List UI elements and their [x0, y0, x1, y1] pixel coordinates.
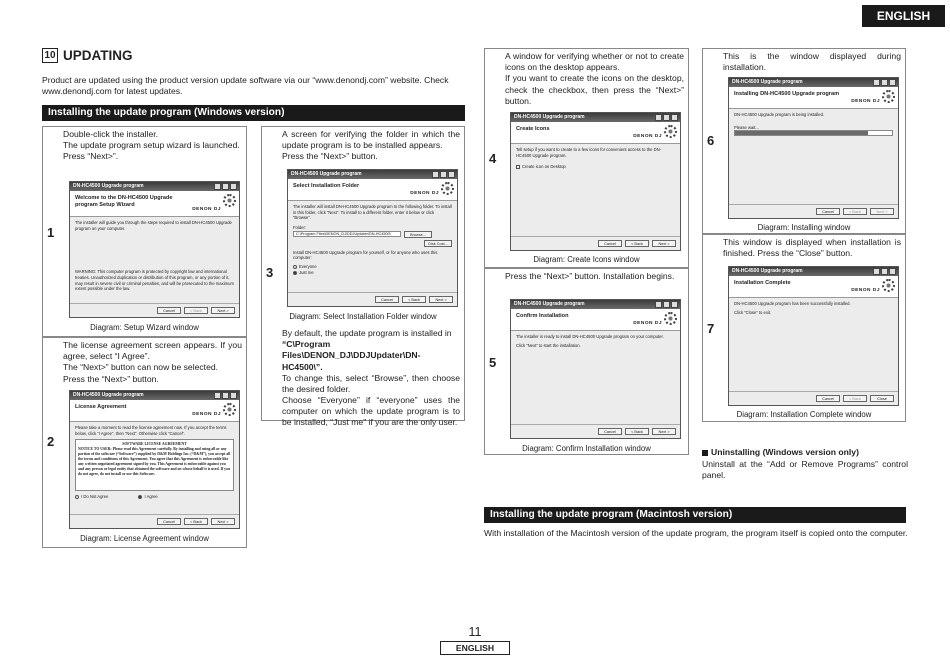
window-heading: Installation Complete — [734, 280, 791, 286]
close-icon[interactable] — [230, 392, 237, 399]
denon-dj-logo: DENON DJ — [192, 206, 221, 212]
windows-heading: Installing the update program (Windows version) — [42, 105, 465, 121]
confirm-installation-window — [510, 299, 681, 439]
wait-text: Please wait... — [734, 124, 759, 130]
install-progress-bar — [734, 130, 893, 136]
denon-dj-logo: DENON DJ — [633, 133, 662, 139]
next-button[interactable]: Next > — [652, 240, 676, 247]
back-button[interactable]: < Back — [625, 428, 649, 435]
minimize-icon[interactable] — [214, 183, 221, 190]
window-titlebar: DN-HC4500 Upgrade program — [729, 78, 898, 87]
window-titlebar: DN-HC4500 Upgrade program — [288, 170, 457, 179]
mac-text: With installation of the Macintosh version of the update program, the program itself is copied onto the computer. — [484, 528, 908, 538]
next-button[interactable]: Next > — [211, 307, 235, 314]
window-body-text: The installer will install DN-HC4500 Upgrade program to the following folder. To install in this folder, click “Next”. To install to a different folder, enter it below or click “Browse”. — [293, 204, 452, 221]
square-bullet-icon — [702, 450, 708, 456]
step-line: Press the “Next>” button. — [63, 373, 159, 384]
step-number: 7 — [707, 321, 715, 336]
section-title — [42, 47, 133, 65]
window-titlebar: DN-HC4500 Upgrade program — [70, 182, 239, 191]
step-number: 4 — [489, 151, 497, 166]
close-icon[interactable] — [671, 301, 678, 308]
minimize-icon[interactable] — [655, 114, 662, 121]
step-line: A window for verifying whether or not to create icons on the desktop appears. — [505, 51, 684, 73]
step-2 — [42, 337, 247, 548]
page-number: 11 — [468, 625, 482, 639]
mac-heading: Installing the update program (Macintosh version) — [484, 507, 906, 523]
step-number: 3 — [266, 265, 274, 280]
radio-icon — [293, 265, 297, 269]
note-line: To change this, select “Browse”, then choose the desired folder. — [282, 372, 460, 394]
step-line: A screen for verifying the folder in which the update program is to be installed appears. — [282, 129, 460, 151]
window-heading: Installing DN-HC4500 Upgrade program — [734, 91, 840, 97]
window-body-text: DN-HC4500 Upgrade program has been successfully installed. — [734, 301, 851, 306]
license-text: NOTICE TO USER: Please read this Agreement carefully. By installing and using all or any portion of the software (“Software”) supplied by D&M Holdings Inc. (“D&M”), you accept all the terms and conditions of this Agreement. You agree that this Agreement is enforceable like any written negotiated agreement signed by you. This Agreement is enforceable against you and any person or legal entity that obtained the software and on whose behalf it is used. If you do not agree, do not install or use this Software. — [78, 447, 231, 476]
diagram-caption: Diagram: Installation Complete window — [736, 410, 872, 419]
window-titlebar: DN-HC4500 Upgrade program — [511, 113, 680, 122]
step-line: This window is displayed when installation is finished. Press the “Close” button. — [723, 237, 901, 259]
cancel-button[interactable]: Cancel — [375, 296, 399, 303]
close-icon[interactable] — [448, 171, 455, 178]
close-icon[interactable] — [230, 183, 237, 190]
window-body-text-2: Click “Close” to exit. — [734, 309, 772, 315]
create-icons-window — [510, 112, 681, 251]
close-icon[interactable] — [889, 268, 896, 275]
license-title: SOFTWARE LICENSE AGREEMENT — [122, 442, 187, 447]
uninstall-heading: Uninstalling (Windows version only) — [702, 447, 859, 458]
license-agreement-window — [69, 390, 240, 529]
step-text — [505, 271, 684, 282]
gear-icon — [441, 182, 454, 195]
maximize-icon[interactable] — [663, 301, 670, 308]
step-number: 2 — [47, 434, 55, 449]
step-text — [723, 237, 901, 259]
select-folder-window — [287, 169, 458, 307]
denon-dj-logo: DENON DJ — [192, 411, 221, 417]
step-7 — [702, 234, 906, 422]
gear-icon — [223, 403, 236, 416]
close-icon[interactable] — [889, 79, 896, 86]
window-heading: Create Icons — [516, 126, 550, 132]
radio-icon — [75, 495, 79, 499]
step-text — [63, 129, 242, 163]
gear-icon — [664, 312, 677, 325]
just-me-radio[interactable]: Just me — [293, 270, 452, 276]
folder-label: Folder: — [293, 225, 307, 231]
denon-dj-logo: DENON DJ — [851, 287, 880, 293]
note-line: Choose “Everyone” if “everyone” uses the computer on which the update program is to be installed, “Just me” if you are the only user. — [282, 395, 460, 428]
window-titlebar: DN-HC4500 Upgrade program — [70, 391, 239, 400]
step-1 — [42, 126, 247, 337]
step-4 — [484, 48, 689, 268]
step-line: If you want to create the icons on the desktop, check the checkbox, then press the “Next>” button. — [505, 73, 684, 106]
install-for-text: Install DN-HC4500 Upgrade program for yourself, or for anyone who uses this computer: — [293, 249, 438, 261]
diagram-caption: Diagram: Installing window — [757, 223, 851, 232]
minimize-icon[interactable] — [655, 301, 662, 308]
everyone-radio[interactable]: Everyone — [293, 264, 452, 270]
window-body-text: DN-HC4500 Upgrade program is being installed. — [734, 112, 825, 117]
footer-language: ENGLISH — [440, 641, 510, 655]
step-line: Press the “Next>” button. Installation begins. — [505, 271, 675, 281]
back-button[interactable]: < Back — [625, 240, 649, 247]
radio-icon — [138, 495, 142, 499]
intro-text: Product are updated using the product version update software via our “www.denondj.com” website. Check www.denondj.com for latest updates. — [42, 75, 449, 97]
denon-dj-logo: DENON DJ — [633, 320, 662, 326]
gear-icon — [223, 194, 236, 207]
step-line: This is the window displayed during installation. — [723, 51, 901, 73]
step-notes — [282, 328, 460, 429]
next-button[interactable]: Next > — [870, 208, 894, 215]
step-text — [282, 129, 460, 163]
installing-window — [728, 77, 899, 219]
diagram-caption: Diagram: Setup Wizard window — [90, 323, 199, 332]
window-body-text: Please take a moment to read the license agreement now. If you accept the terms below, click “I Agree”, then “Next”. Otherwise click “Cancel”. — [75, 425, 227, 436]
maximize-icon[interactable] — [663, 114, 670, 121]
back-button[interactable]: < Back — [402, 296, 426, 303]
window-titlebar: DN-HC4500 Upgrade program — [511, 300, 680, 309]
minimize-icon[interactable] — [432, 171, 439, 178]
language-tab: ENGLISH — [862, 5, 945, 27]
back-button[interactable]: < Back — [184, 518, 208, 525]
uninstall-text: Uninstall at the “Add or Remove Programs” control panel. — [702, 459, 908, 481]
window-body-text: Tell setup if you want to create to a few icons for convenient access to the DN-HC4500 Upgrade program. — [516, 147, 662, 158]
cancel-button[interactable]: Cancel — [598, 240, 622, 247]
diagram-caption: Diagram: Confirm Installation window — [522, 444, 651, 453]
gear-icon — [664, 125, 677, 138]
browse-button[interactable]: Browse... — [404, 231, 432, 238]
window-body-text-2: Click “Next” to start the installation. — [516, 342, 581, 348]
step-3 — [261, 126, 465, 428]
maximize-icon[interactable] — [881, 268, 888, 275]
step-text — [505, 51, 684, 107]
denon-dj-logo: DENON DJ — [851, 98, 880, 104]
step-line: The update program setup wizard is launched. — [63, 140, 240, 151]
next-button[interactable]: Next > — [652, 428, 676, 435]
radio-icon — [293, 271, 297, 275]
window-body-text: The installer will guide you through the steps required to install DN-HC4500 Upgrade program on your computer. — [75, 220, 232, 231]
maximize-icon[interactable] — [222, 392, 229, 399]
diagram-caption: Diagram: Create Icons window — [533, 255, 640, 264]
setup-wizard-window — [69, 181, 240, 318]
step-text — [63, 340, 242, 385]
maximize-icon[interactable] — [222, 183, 229, 190]
next-button[interactable]: Next > — [429, 296, 453, 303]
diagram-caption: Diagram: License Agreement window — [80, 534, 209, 543]
desktop-icon-checkbox[interactable]: Create icon on Desktop — [516, 164, 675, 170]
folder-input[interactable]: C:\Program Files\DENON_DJ\DDJUpdater\DN-HC4500\ — [293, 231, 401, 237]
close-button[interactable]: Close — [870, 395, 894, 402]
license-text-box[interactable] — [75, 439, 234, 491]
back-button[interactable]: < Back — [184, 307, 208, 314]
gear-icon — [882, 279, 895, 292]
cancel-button[interactable]: Cancel — [598, 428, 622, 435]
step-line: The “Next>” button can now be selected. — [63, 362, 219, 373]
back-button[interactable]: < Back — [843, 208, 867, 215]
agree-radio[interactable]: I Agree — [138, 494, 157, 500]
minimize-icon[interactable] — [214, 392, 221, 399]
maximize-icon[interactable] — [440, 171, 447, 178]
minimize-icon[interactable] — [873, 79, 880, 86]
next-button[interactable]: Next > — [211, 518, 235, 525]
step-number: 6 — [707, 133, 715, 148]
progress-fill — [735, 131, 868, 135]
diagram-caption: Diagram: Select Installation Folder window — [289, 312, 437, 321]
step-number: 1 — [47, 225, 55, 240]
step-6 — [702, 48, 906, 234]
window-heading: Confirm Installation — [516, 313, 569, 319]
section-number: 10 — [42, 48, 58, 63]
close-icon[interactable] — [671, 114, 678, 121]
cancel-button[interactable]: Cancel — [157, 307, 181, 314]
step-line: The license agreement screen appears. If you agree, select “I Agree”. — [63, 340, 242, 362]
window-heading: Welcome to the DN-HC4500 Upgrade program Setup Wizard — [75, 195, 173, 208]
step-number: 5 — [489, 355, 497, 370]
back-button[interactable]: < Back — [843, 395, 867, 402]
denon-dj-logo: DENON DJ — [410, 190, 439, 196]
maximize-icon[interactable] — [881, 79, 888, 86]
gear-icon — [882, 90, 895, 103]
disagree-radio[interactable]: I Do Not Agree — [75, 494, 108, 500]
cancel-button[interactable]: Cancel — [816, 395, 840, 402]
installation-complete-window — [728, 266, 899, 406]
window-heading: Select Installation Folder — [293, 183, 360, 189]
window-body-text: The installer is ready to install DN-HC4500 Upgrade program on your computer. — [516, 334, 664, 339]
note-line: By default, the update program is installed in — [282, 328, 452, 338]
step-text — [723, 51, 901, 73]
default-path: “C\Program Files\DENON_DJ\DDJUpdater\DN-HC4500\”. — [282, 339, 421, 372]
checkbox-icon — [516, 165, 520, 169]
cancel-button[interactable]: Cancel — [816, 208, 840, 215]
minimize-icon[interactable] — [873, 268, 880, 275]
disk-cost-button[interactable]: Disk Cost... — [424, 240, 452, 247]
window-titlebar: DN-HC4500 Upgrade program — [729, 267, 898, 276]
cancel-button[interactable]: Cancel — [157, 518, 181, 525]
step-line: Double-click the installer. — [63, 129, 159, 139]
window-heading: License Agreement — [75, 404, 127, 410]
step-line: Press the “Next>” button. — [282, 151, 378, 162]
section-title-text: UPDATING — [63, 48, 133, 63]
step-5 — [484, 268, 689, 455]
window-warning-text: WARNING: This computer program is protected by copyright law and international treaties. Unauthorized duplication or distribution of this program, or any portion of it, may result in severe civil or criminal penalties, and will be prosecuted to the maximum extent possible under the law. — [75, 269, 234, 292]
step-line: Press “Next>”. — [63, 151, 119, 162]
